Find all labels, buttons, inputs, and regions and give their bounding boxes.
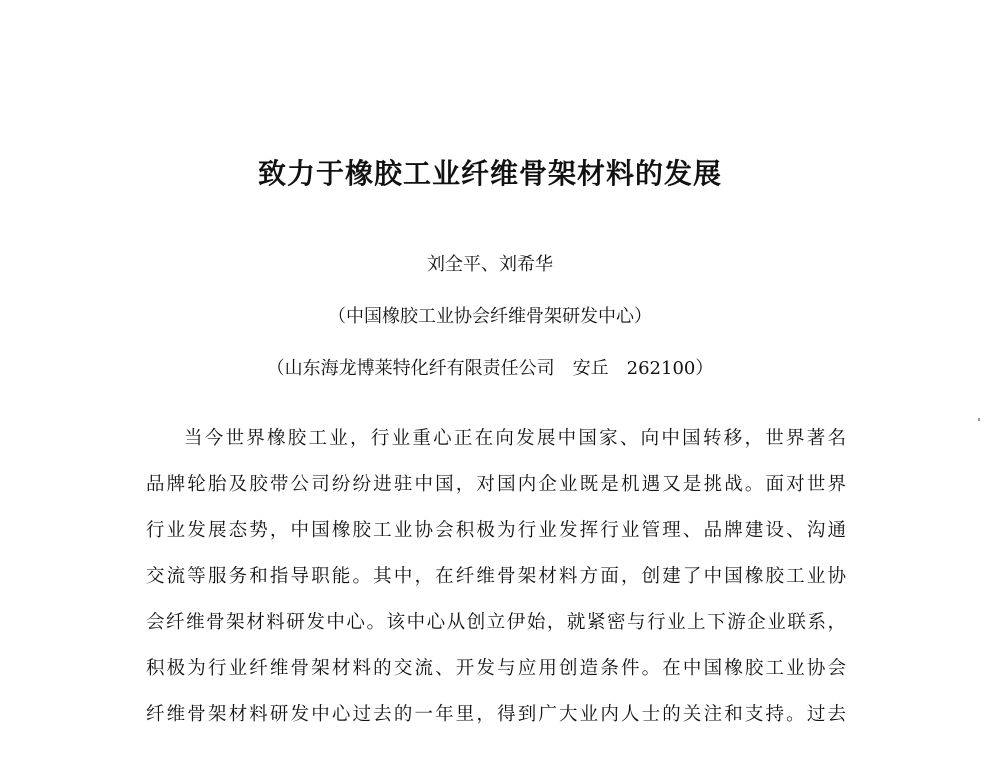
body-line: 积极为行业纤维骨架材料的交流、开发与应用创造条件。在中国橡胶工业协会 xyxy=(146,658,846,679)
affiliation-line-2: （山东海龙博莱特化纤有限责任公司 安丘 262100） xyxy=(266,358,714,379)
body-paragraph xyxy=(146,424,846,746)
body-line: 品牌轮胎及胶带公司纷纷进驻中国，对国内企业既是机遇又是挑战。面对世界 xyxy=(146,474,846,495)
scan-artifact-mark xyxy=(978,418,980,421)
authors-line: 刘全平、刘希华 xyxy=(427,254,553,275)
body-line: 行业发展态势，中国橡胶工业协会积极为行业发挥行业管理、品牌建设、沟通 xyxy=(146,520,846,541)
body-line: 纤维骨架材料研发中心过去的一年里，得到广大业内人士的关注和支持。过去 xyxy=(146,704,846,725)
affiliation-line-1: （中国橡胶工业协会纤维骨架研发中心） xyxy=(328,306,652,327)
body-line: 交流等服务和指导职能。其中，在纤维骨架材料方面，创建了中国橡胶工业协 xyxy=(146,566,846,587)
body-line: 当今世界橡胶工业，行业重心正在向发展中国家、向中国转移，世界著名 xyxy=(184,428,846,449)
body-line: 会纤维骨架材料研发中心。该中心从创立伊始，就紧密与行业上下游企业联系， xyxy=(146,612,846,633)
article-title: 致力于橡胶工业纤维骨架材料的发展 xyxy=(257,157,722,190)
